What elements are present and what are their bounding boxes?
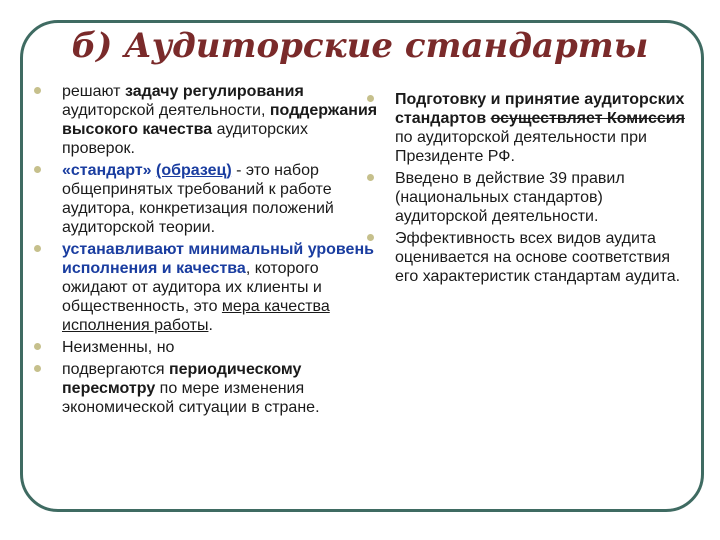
bullet-icon [367,95,374,102]
list-item: Введено в действие 39 правил (национальных стандартов) аудиторской деятельности. [395,169,695,226]
list-item: подвергаются периодическому пересмотру по мере изменения экономической ситуации в стране. [62,360,380,417]
bullet-icon [34,245,41,252]
list-item: Эффективность всех видов аудита оценивается на основе соответствия его характеристик стандартам аудита. [395,229,695,286]
left-column [62,82,380,420]
slide-title: б) Аудиторские стандарты [71,26,649,66]
list-item: Неизменны, но [62,338,380,357]
bullet-icon [34,343,41,350]
bullet-icon [34,365,41,372]
list-item: «стандарт» (образец) - это набор общепринятых требований к работе аудитора, конкретизация положений аудиторской теории. [62,161,380,237]
list-item: Подготовку и принятие аудиторских стандартов осуществляет Комиссия по аудиторской деятельности при Президенте РФ. [395,90,695,166]
bullet-icon [34,166,41,173]
right-column [395,90,695,289]
list-item: устанавливают минимальный уровень исполнения и качества, которого ожидают от аудитора их клиенты и общественность, это мера качества исполнения работы. [62,240,380,335]
bullet-icon [367,234,374,241]
list-item: решают задачу регулирования аудиторской деятельности, поддержания высокого качества аудиторских проверок. [62,82,380,158]
bullet-icon [34,87,41,94]
bullet-icon [367,174,374,181]
